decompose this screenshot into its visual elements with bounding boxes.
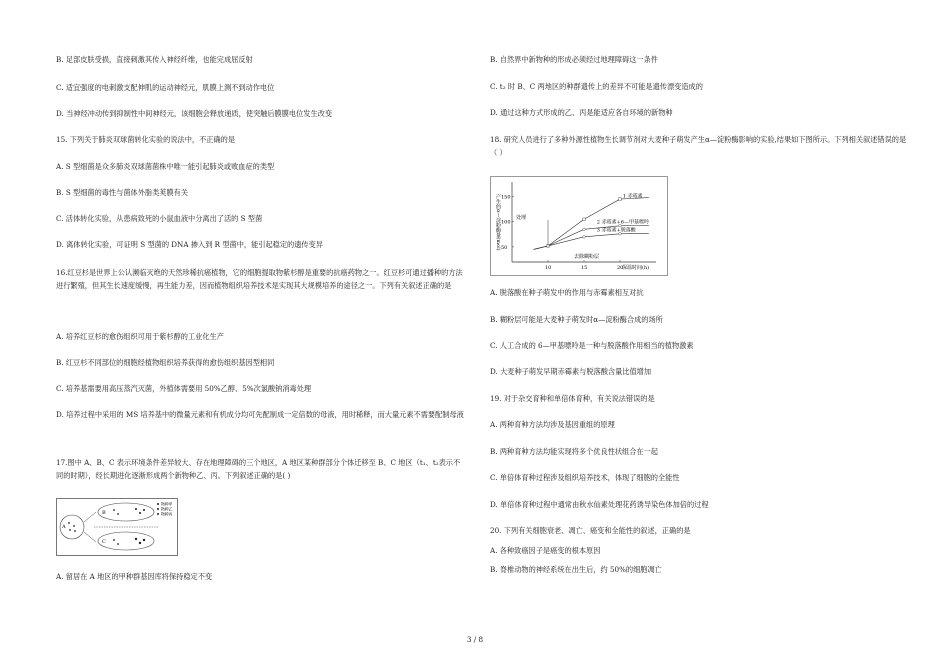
q18-chart	[490, 176, 668, 276]
chart-y-tick-label: 50	[501, 244, 508, 251]
chart-xlabel: 保温时间(h)	[622, 265, 650, 271]
q18-option-c: C. 人工合成的 6—甲基嘌呤是一种与脱落酸作用相当的植物激素	[490, 341, 694, 350]
region-c-label: C	[102, 539, 106, 545]
q17-option-a: A. 留居在 A 地区的甲种群基因库将保持稳定不变	[56, 572, 213, 581]
chart-point	[583, 228, 586, 231]
q15-option-c: C. 活体转化实验，从患病致死的小鼠血液中分离出了活的 S 型菌	[56, 214, 263, 223]
q19-option-c: C. 单倍体育种过程涉及组织培养技术，体现了细胞的全能性	[490, 473, 680, 482]
q19-option-d: D. 单倍体育种过程中通常由秋水仙素处理花药诱导染色体加倍的过程	[490, 500, 709, 509]
q14-option-c: C. 适宜强度的电刺激支配伸肌的运动神经元，肌膜上测不到动作电位	[56, 83, 275, 92]
chart-annotation-treatment: 处理	[516, 215, 527, 221]
chart-series-label: 3 赤霉素+脱落酸	[596, 227, 636, 234]
q15-option-b: B. S 型细菌的毒性与菌体外脂类荚膜有关	[56, 188, 189, 197]
legend-species-2: 物种乙	[161, 506, 173, 512]
q16-stem: 16.红豆杉是世界上公认濒临灭绝的天然珍稀抗癌植物，它的细胞提取物紫杉醇是重要的抗癌药物之一。红豆杉可通过播种的方法进行繁殖，但其生长速度缓慢，再生能力差，因而植物组织培养技术是实现其大规模培养的途径之一。下列有关叙述正确的是	[56, 268, 463, 291]
chart-series-label: 1 赤霉素	[622, 193, 643, 200]
q16-option-b: B. 红豆杉不同部位的细胞经植物组织培养获得的愈伤组织基因型相同	[56, 358, 275, 367]
q14-option-b: B. 足部皮肤受损，直接刺激其传入神经纤维，也能完成屈反射	[56, 55, 253, 64]
chart-y-tick-label: 100	[501, 219, 511, 226]
region-b-label: B	[102, 510, 106, 516]
q19-option-b: B. 两种育种方法均能实现将多个优良性状组合在一起	[490, 447, 658, 456]
q16-option-c: C. 培养基需要用高压蒸汽灭菌，外植体需要用 50%乙醇、5%次氯酸钠消毒处理	[56, 384, 312, 393]
q16-option-a: A. 培养红豆杉的愈伤组织可用于紫杉醇的工业化生产	[56, 332, 224, 341]
legend-species-1: 物种甲	[161, 501, 173, 507]
q17-option-d: D. 通过这种方式形成的乙、丙是能适应各自环境的新物种	[490, 108, 673, 117]
q14-option-d: D. 当神经冲动传到抑制性中间神经元，该细胞会释放递质，使突触后膜膜电位发生改变	[56, 109, 333, 118]
q17-option-b: B. 自然界中新物种的形成必须经过地理障碍这一条件	[490, 55, 658, 64]
chart-annotation-aleurone: 去除糊粉层	[574, 254, 600, 260]
legend-species-3: 物种丙	[161, 511, 173, 517]
q16-option-d: D. 培养过程中采用的 MS 培养基中的微量元素和有机成分均可先配制成一定倍数的母液，用时稀释，而大量元素不需要配制母液	[56, 410, 464, 419]
q18-option-b: B. 糊粉层可能是大麦种子萌发时α—淀粉酶合成的场所	[490, 315, 663, 324]
q15-stem: 15. 下列关于肺炎双球菌转化实验的说法中，不正确的是	[56, 135, 236, 144]
region-a-label: A	[62, 524, 66, 530]
q18-option-d: D. 大麦种子萌发早期赤霉素与脱落酸含量比值增加	[490, 367, 652, 376]
chart-series-label: 2 赤霉素+6—甲基嘌呤	[596, 219, 649, 226]
chart-x-tick-label: 15	[581, 265, 588, 271]
chart-x-tick-label: 10	[545, 265, 552, 271]
q15-option-d: D. 离体转化实验，可证明 S 型菌的 DNA 掺入到 R 型菌中，能引起稳定的遗传变异	[56, 240, 323, 249]
chart-x-tick-label: 20	[617, 265, 624, 271]
chart-point	[583, 236, 586, 239]
q17-figure	[56, 498, 178, 556]
q17-option-c: C. t₂ 时 B、C 两地区的种群遗传上的差异不可能是遗传漂变造成的	[490, 82, 703, 91]
chart-y-tick-label: 150	[501, 194, 511, 201]
q20-option-b: B. 脊椎动物的神经系统在出生后，约 50%的细胞凋亡	[490, 565, 662, 574]
q18-stem: 18. 研究人员进行了多种外源性植物生长调节剂对大麦种子萌发产生α—淀粉酶影响的实验,结果如下图所示。下列相关叙述错误的是（ ）	[490, 135, 907, 158]
chart-ylabel: 产生的α—淀粉酶量(mol)	[495, 194, 501, 251]
chart-point	[619, 198, 622, 201]
chart-point	[583, 218, 586, 221]
q15-option-a: A. S 型细菌是众多肺炎双球菌菌株中唯一能引起肺炎或败血症的类型	[56, 162, 275, 171]
q17-stem: 17.图中 A、B、C 表示环境条件差异较大、存在地理障碍的三个地区，A 地区某种群部分个体迁移至 B、C 地区（t₁、t₂表示不同的时期），经长期进化逐渐形成两个新物种乙、丙。下列叙述正确的是( )	[56, 458, 461, 481]
q19-stem: 19. 对于杂交育种和单倍体育种，有关说法错误的是	[490, 394, 655, 403]
page-number: 3 / 8	[466, 635, 484, 644]
q20-option-a: A. 各种致癌因子是癌变的根本原因	[490, 546, 601, 555]
q20-stem: 20. 下列有关细胞衰老、凋亡、癌变和全能性的叙述，正确的是	[490, 526, 691, 535]
chart-point	[547, 245, 550, 248]
q18-option-a: A. 脱落酸在种子萌发中的作用与赤霉素相互对抗	[490, 288, 644, 297]
q19-option-a: A. 两种育种方法均涉及基因重组的原理	[490, 420, 615, 429]
